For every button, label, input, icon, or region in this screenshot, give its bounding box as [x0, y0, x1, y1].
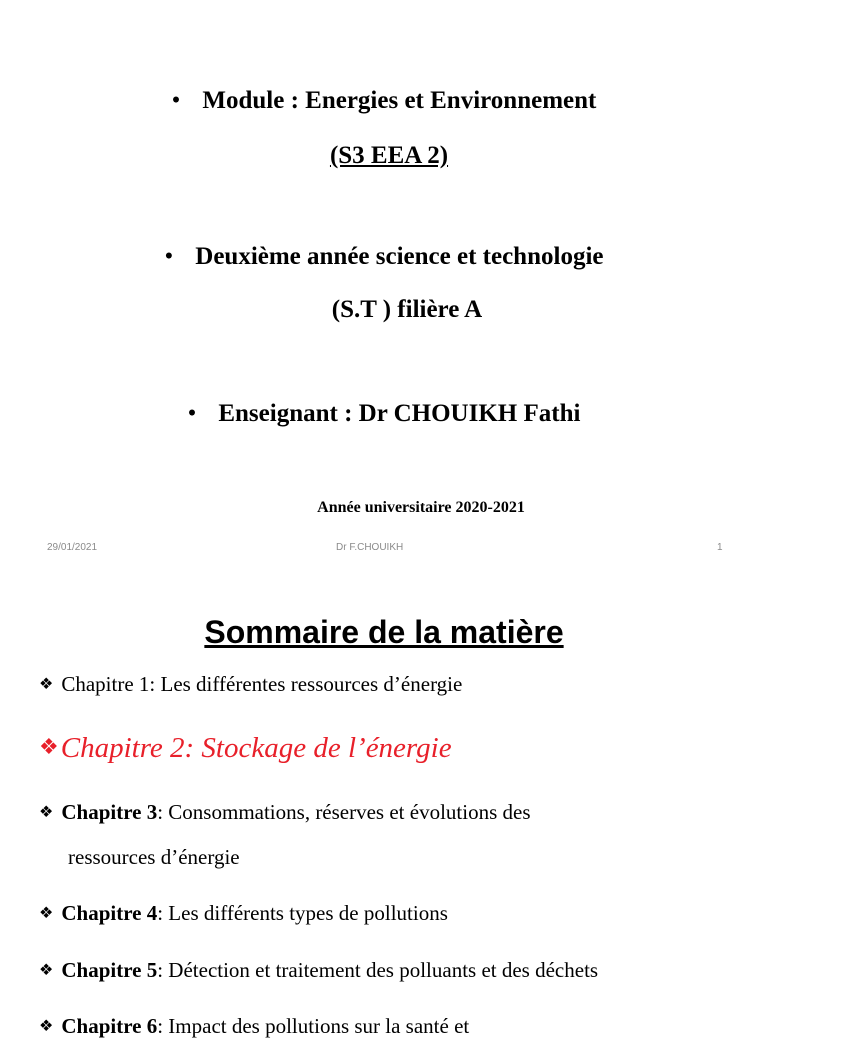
module-code: (S3 EEA 2)	[329, 142, 449, 169]
chapter-text: Chapitre 1: Les différentes ressources d’énergie	[61, 672, 463, 696]
list-item-chapter-1	[39, 660, 462, 709]
chapter-text: : Détection et traitement des polluants et des déchets	[157, 958, 599, 982]
list-item-chapter-2	[39, 723, 452, 772]
chapter-text: : Les différents types de pollutions	[157, 901, 448, 925]
bullet: •	[187, 400, 197, 427]
list-item-chapter-3	[39, 788, 531, 837]
list-item-chapter-6	[39, 1002, 469, 1051]
year-line	[0, 242, 768, 272]
list-item-chapter-3-continuation: ressources d’énergie	[68, 845, 240, 869]
bullet: •	[164, 243, 174, 270]
module-code-line	[0, 141, 768, 171]
chapter-label: Chapitre 3	[61, 800, 158, 824]
academic-year: Année universitaire 2020-2021	[317, 499, 525, 516]
teacher-line	[0, 399, 768, 429]
module-line	[0, 86, 768, 116]
footer-author: Dr F.CHOUIKH	[336, 542, 404, 553]
diamond-bullet-icon: ❖	[39, 962, 54, 979]
diamond-bullet-icon: ❖	[39, 676, 54, 693]
chapter-label: Chapitre 5	[61, 958, 158, 982]
summary-slide	[0, 568, 768, 1038]
list-item-chapter-4	[39, 889, 448, 938]
chapter-text: Chapitre 2: Stockage de l’énergie	[60, 732, 452, 764]
bullet: •	[171, 87, 181, 114]
chapter-label: Chapitre 6	[61, 1014, 158, 1038]
chapter-text: : Consommations, réserves et évolutions des	[157, 800, 531, 824]
summary-title: Sommaire de la matière	[204, 614, 564, 650]
teacher-text: Enseignant : Dr CHOUIKH Fathi	[218, 400, 581, 427]
title-slide	[0, 0, 768, 568]
list-item-chapter-5	[39, 946, 598, 995]
module-text: Module : Energies et Environnement	[202, 87, 597, 114]
footer-page-number: 1	[717, 542, 723, 553]
filiere-text: (S.T ) filière A	[331, 296, 483, 323]
footer-date: 29/01/2021	[47, 542, 98, 553]
filiere-line	[0, 295, 768, 325]
diamond-bullet-icon: ❖	[39, 1018, 54, 1035]
year-text: Deuxième année science et technologie	[195, 243, 604, 270]
diamond-bullet-icon: ❖	[39, 905, 54, 922]
chapter-text: : Impact des pollutions sur la santé et	[157, 1014, 470, 1038]
diamond-bullet-icon: ❖	[39, 734, 59, 759]
chapter-label: Chapitre 4	[61, 901, 158, 925]
diamond-bullet-icon: ❖	[39, 804, 54, 821]
